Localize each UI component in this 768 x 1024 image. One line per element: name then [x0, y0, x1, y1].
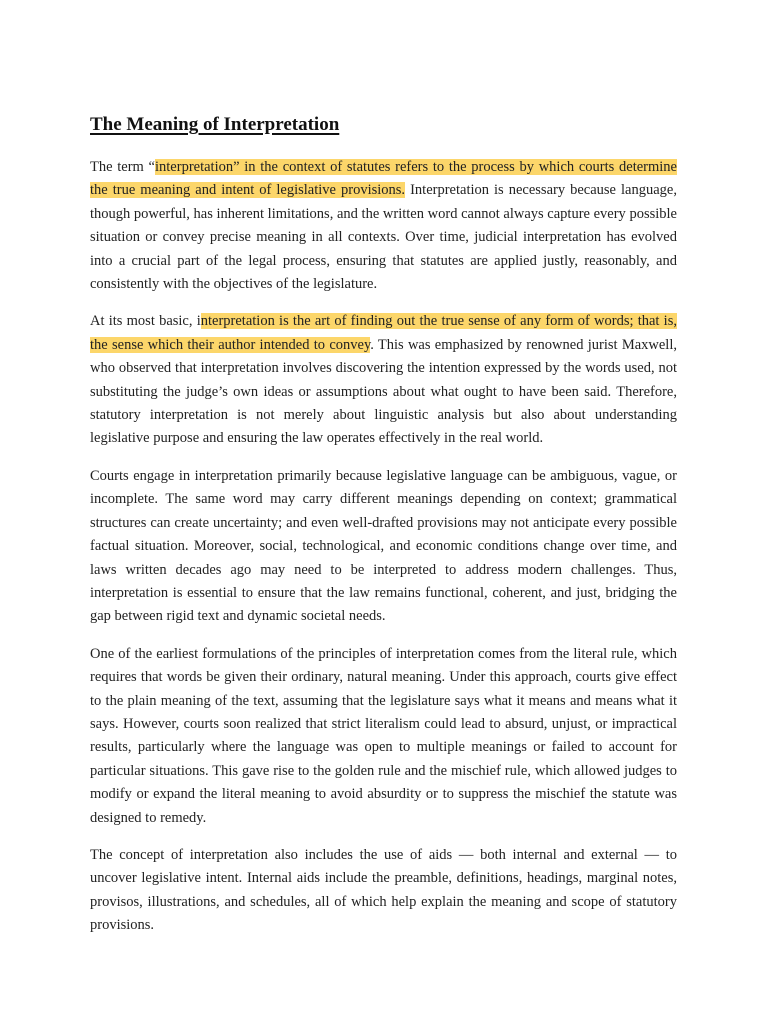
page-title: The Meaning of Interpretation [90, 114, 340, 135]
document-page [90, 112, 677, 938]
paragraph-4: One of the earliest formulations of the principles of interpretation comes from the literal rule, which requires that words be given their ordinary, natural meaning. Under this approach, courts give effect to the plain meaning of the text, assuming that the legislature says what it means and means what it says. However, courts soon realized that strict literalism could lead to absurd, unjust, or impractical results, particularly where the language was open to multiple meanings or failed to account for particular situations. This gave rise to the golden rule and the mischief rule, which allowed judges to modify or expand the literal meaning to avoid absurdity or to suppress the mischief the statute was designed to remedy. [90, 645, 677, 826]
paragraph-1 [90, 156, 677, 296]
paragraph-2 [90, 310, 677, 450]
paragraph-1-rest: Interpretation is necessary because language, though powerful, has inherent limitations, and the written word cannot always capture every possible situation or convey precise meaning in all contexts. Over time, judicial interpretation has evolved into a crucial part of the legal process, ensuring that statutes are applied justly, reasonably, and consistently with the objectives of the legislature. [90, 182, 677, 293]
paragraph-1-lead: The term “ [90, 159, 155, 175]
paragraph-2-rest: . This was emphasized by renowned jurist Maxwell, who observed that interpretation involves discovering the intention expressed by the words used, not substituting the judge’s own ideas or assumptions about what ought to have been said. Therefore, statutory interpretation is not merely about linguistic analysis but also about understanding legislative purpose and ensuring the law operates effectively in the real world. [90, 336, 677, 447]
paragraph-2-lead: At its most basic, i [90, 313, 201, 330]
highlighted-text: interpretation” in the context of statutes refers to the process by which courts determine the true meaning and intent of legislative provisions. [90, 159, 677, 199]
highlighted-text: nterpretation is the art of finding out the true sense of any form of words; that is, the sense which their author intended to convey [90, 313, 677, 353]
paragraph-3: Courts engage in interpretation primarily because legislative language can be ambiguous, vague, or incomplete. The same word may carry different meanings depending on context; grammatical structures can create uncertainty; and even well-drafted provisions may not anticipate every possible factual situation. Moreover, social, technological, and economic conditions change over time, and laws written decades ago may need to be interpreted to address modern challenges. Thus, interpretation is essential to ensure that the law remains functional, coherent, and just, bridging the gap between rigid text and dynamic societal needs. [90, 467, 677, 625]
paragraph-5: The concept of interpretation also includes the use of aids — both internal and external — to uncover legislative intent. Internal aids include the preamble, definitions, headings, marginal notes, provisos, illustrations, and schedules, all of which help explain the meaning and scope of statutory provisions. [90, 846, 677, 934]
